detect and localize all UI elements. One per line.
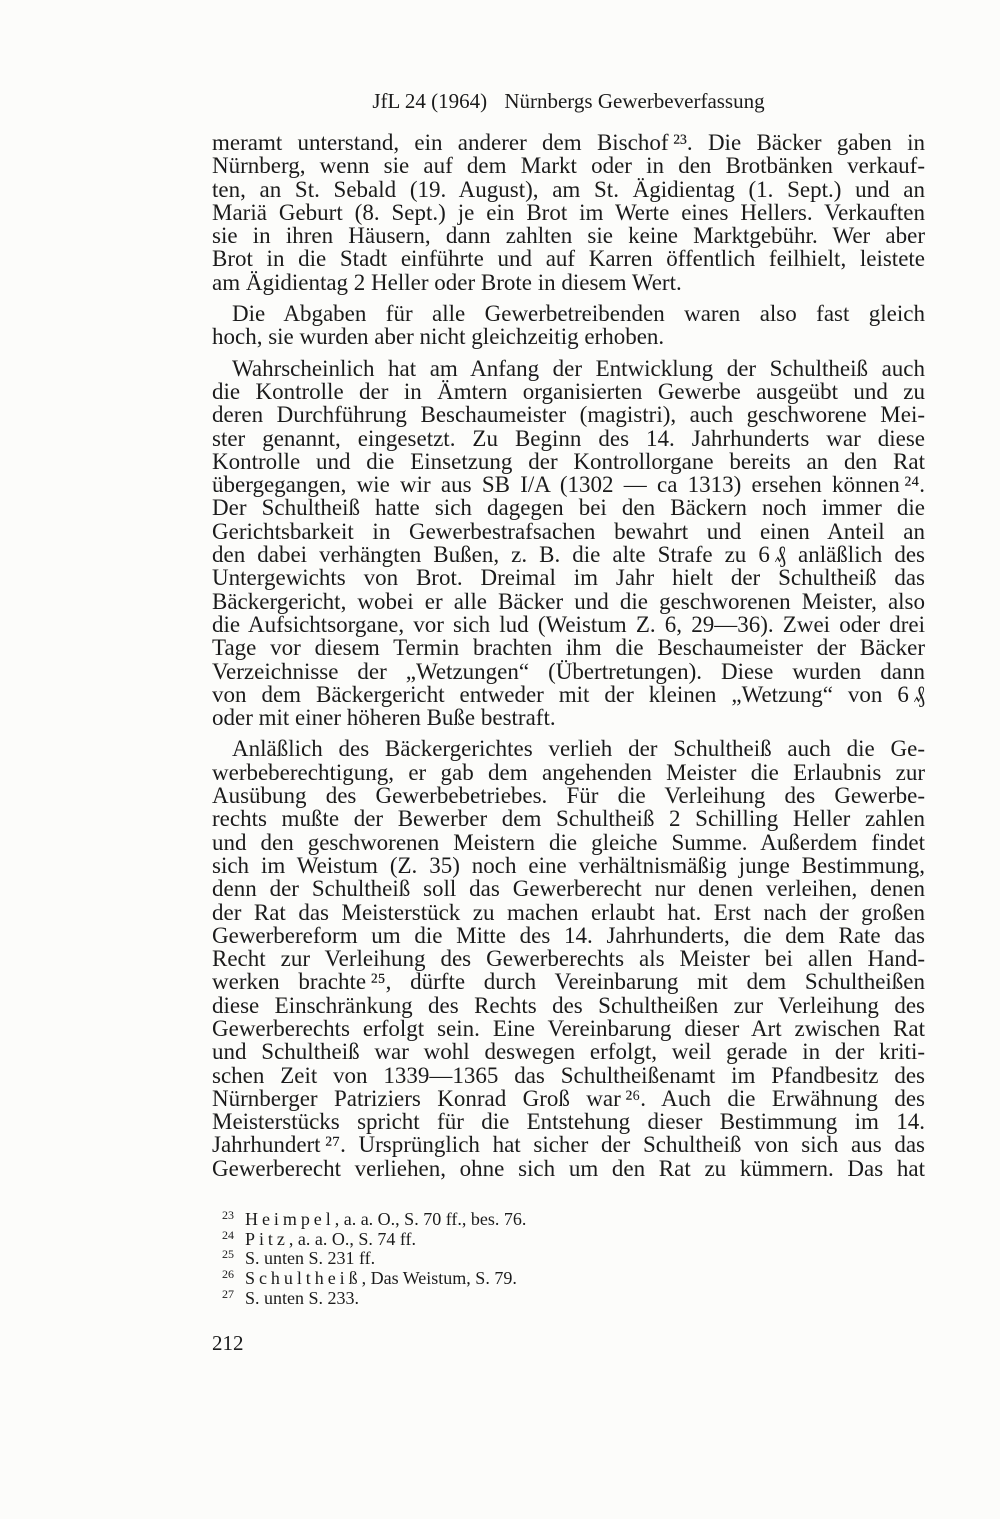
text-line: Bäckergericht, wobei er alle Bäcker und die geschworenen Meister, also [212, 588, 925, 614]
footnote-text: , Das Weistum, S. 79. [361, 1268, 517, 1289]
text-line: Ausübung des Gewerbebetriebes. Für die Verleihung des Gewerbe- [212, 783, 925, 809]
text-line: Recht zur Verleihung des Gewerberechts als Meister bei allen Hand- [212, 946, 925, 972]
text-line: Nürnberger Patriziers Konrad Groß war ²⁶. Auch die Erwähnung des [212, 1085, 925, 1111]
text-line: von dem Bäckergericht entweder mit der kleinen „Wetzung“ von 6 ₰ [212, 681, 925, 707]
paragraph [212, 302, 925, 349]
running-header [212, 89, 925, 113]
text-line: die Aufsichtsorgane, vor sich lud (Weistum Z. 6, 29—36). Zwei oder drei [212, 611, 925, 637]
footnote [222, 1286, 925, 1309]
footnote [222, 1210, 925, 1230]
text-line: rechts mußte der Bewerber dem Schultheiß 2 Schilling Heller zahlen [212, 806, 925, 832]
text-line: den dabei verhängten Bußen, z. B. die alte Strafe zu 6 ₰ anläßlich des [212, 542, 925, 568]
page-number: 212 [212, 1331, 244, 1355]
body-text [212, 131, 925, 1180]
text-line: oder mit einer höheren Buße bestraft. [212, 705, 556, 731]
footnote-number: 26 [222, 1267, 234, 1282]
text-line: deren Durchführung Beschaumeister (magistri), auch geschworene Mei- [212, 402, 925, 428]
text-line: diese Einschränkung des Rechts des Schultheißen zur Verleihung des [212, 992, 925, 1018]
text-line: ten, an St. Sebald (19. August), am St. Ägidientag (1. Sept.) und an [212, 176, 925, 202]
footnotes [222, 1210, 925, 1309]
footnote [222, 1269, 925, 1289]
text-line: übergegangen, wie wir aus SB I/A (1302 — ca 1313) ersehen können ²⁴. [212, 472, 925, 498]
text-line: Wahrscheinlich hat am Anfang der Entwicklung der Schultheiß auch [232, 355, 925, 381]
text-line: Nürnberg, wenn sie auf dem Markt oder in den Brotbänken verkauf- [212, 153, 925, 179]
text-line: und den geschworenen Meistern die gleiche Summe. Außerdem findet [212, 829, 925, 855]
footnote-number: 23 [222, 1208, 234, 1222]
footnote [222, 1227, 925, 1250]
text-line: schen Zeit von 1339—1365 das Schultheißenamt im Pfandbesitz des [212, 1062, 925, 1088]
footnote-text: , a. a. O., S. 70 ff., bes. 76. [334, 1209, 527, 1229]
text-line: hoch, sie wurden aber nicht gleichzeitig erhoben. [212, 324, 665, 350]
footnote [222, 1249, 925, 1269]
text-line: Tage vor diesem Termin brachten ihm die Beschaumeister der Bäcker [212, 635, 925, 661]
text-line: Die Abgaben für alle Gewerbetreibenden waren also fast gleich [232, 301, 925, 327]
footnote-text: S. unten S. 233. [245, 1287, 360, 1308]
text-line: der Rat das Meisterstück zu machen erlaubt hat. Erst nach der großen [212, 899, 925, 925]
text-line: am Ägidientag 2 Heller oder Brote in diesem Wert. [212, 269, 682, 295]
text-line: Meisterstücks spricht für die Entstehung dieser Bestimmung im 14. [212, 1109, 925, 1135]
footnote-number: 24 [222, 1227, 234, 1242]
footnote-author: Pitz [245, 1228, 289, 1249]
paragraph [212, 131, 925, 294]
running-title: Nürnbergs Gewerbeverfassung [504, 89, 765, 113]
footnote-number: 25 [222, 1247, 234, 1262]
paragraph [212, 737, 925, 1180]
text-line: ster genannt, eingesetzt. Zu Beginn des 14. Jahrhunderts war diese [212, 425, 925, 451]
footnote-text: , a. a. O., S. 74 ff. [288, 1228, 416, 1249]
text-line: Gewerberecht verliehen, ohne sich um den Rat zu kümmern. Das hat [212, 1155, 925, 1181]
journal-reference: JfL 24 (1964) [372, 89, 488, 113]
text-line: Gewerbereform um die Mitte des 14. Jahrhunderts, die dem Rate das [212, 922, 925, 948]
text-line: sie in ihren Häusern, dann zahlten sie keine Marktgebühr. Wer aber [212, 223, 925, 249]
text-line: sich im Weistum (Z. 35) noch eine verhältnismäßig junge Bestimmung, [212, 852, 925, 878]
footnote-number: 27 [222, 1286, 234, 1301]
text-line: Gerichtsbarkeit in Gewerbestrafsachen bewahrt und einen Anteil an [212, 518, 925, 544]
text-line: Untergewichts von Brot. Dreimal im Jahr hielt der Schultheiß das [212, 565, 925, 591]
text-line: Anläßlich des Bäckergerichtes verlieh der Schultheiß auch die Ge- [232, 736, 925, 762]
footnote-author: Heimpel [245, 1209, 335, 1229]
text-line: Kontrolle und die Einsetzung der Kontrollorgane bereits an den Rat [212, 448, 925, 474]
paragraph [212, 357, 925, 730]
footnote-author: Schultheiß [245, 1268, 362, 1289]
text-line: denn der Schultheiß soll das Gewerberecht nur denen verleihen, denen [212, 876, 925, 902]
text-line: Mariä Geburt (8. Sept.) je ein Brot im Werte eines Hellers. Verkauften [212, 199, 925, 225]
text-line: Jahrhundert ²⁷. Ursprünglich hat sicher der Schultheiß von sich aus das [212, 1132, 925, 1158]
text-line: Brot in die Stadt einführte und auf Karren öffentlich feilhielt, leistete [212, 246, 925, 272]
text-line: werbeberechtigung, er gab dem angehenden Meister die Erlaubnis zur [212, 759, 925, 785]
text-line: die Kontrolle der in Ämtern organisierten Gewerbe ausgeübt und zu [212, 378, 925, 404]
text-line: meramt unterstand, ein anderer dem Bischof ²³. Die Bäcker gaben in [212, 130, 925, 155]
text-line: und Schultheiß war wohl deswegen erfolgt, weil gerade in der kriti- [212, 1039, 925, 1065]
text-line: Gewerberechts erfolgt sein. Eine Vereinbarung dieser Art zwischen Rat [212, 1015, 925, 1041]
text-line: Der Schultheiß hatte sich dagegen bei den Bäckern noch immer die [212, 495, 925, 521]
footnote-text: S. unten S. 231 ff. [245, 1248, 376, 1269]
text-line: Verzeichnisse der „Wetzungen“ (Übertretungen). Diese wurden dann [212, 658, 925, 684]
text-line: werken brachte ²⁵, dürfte durch Vereinbarung mit dem Schultheißen [212, 969, 925, 995]
